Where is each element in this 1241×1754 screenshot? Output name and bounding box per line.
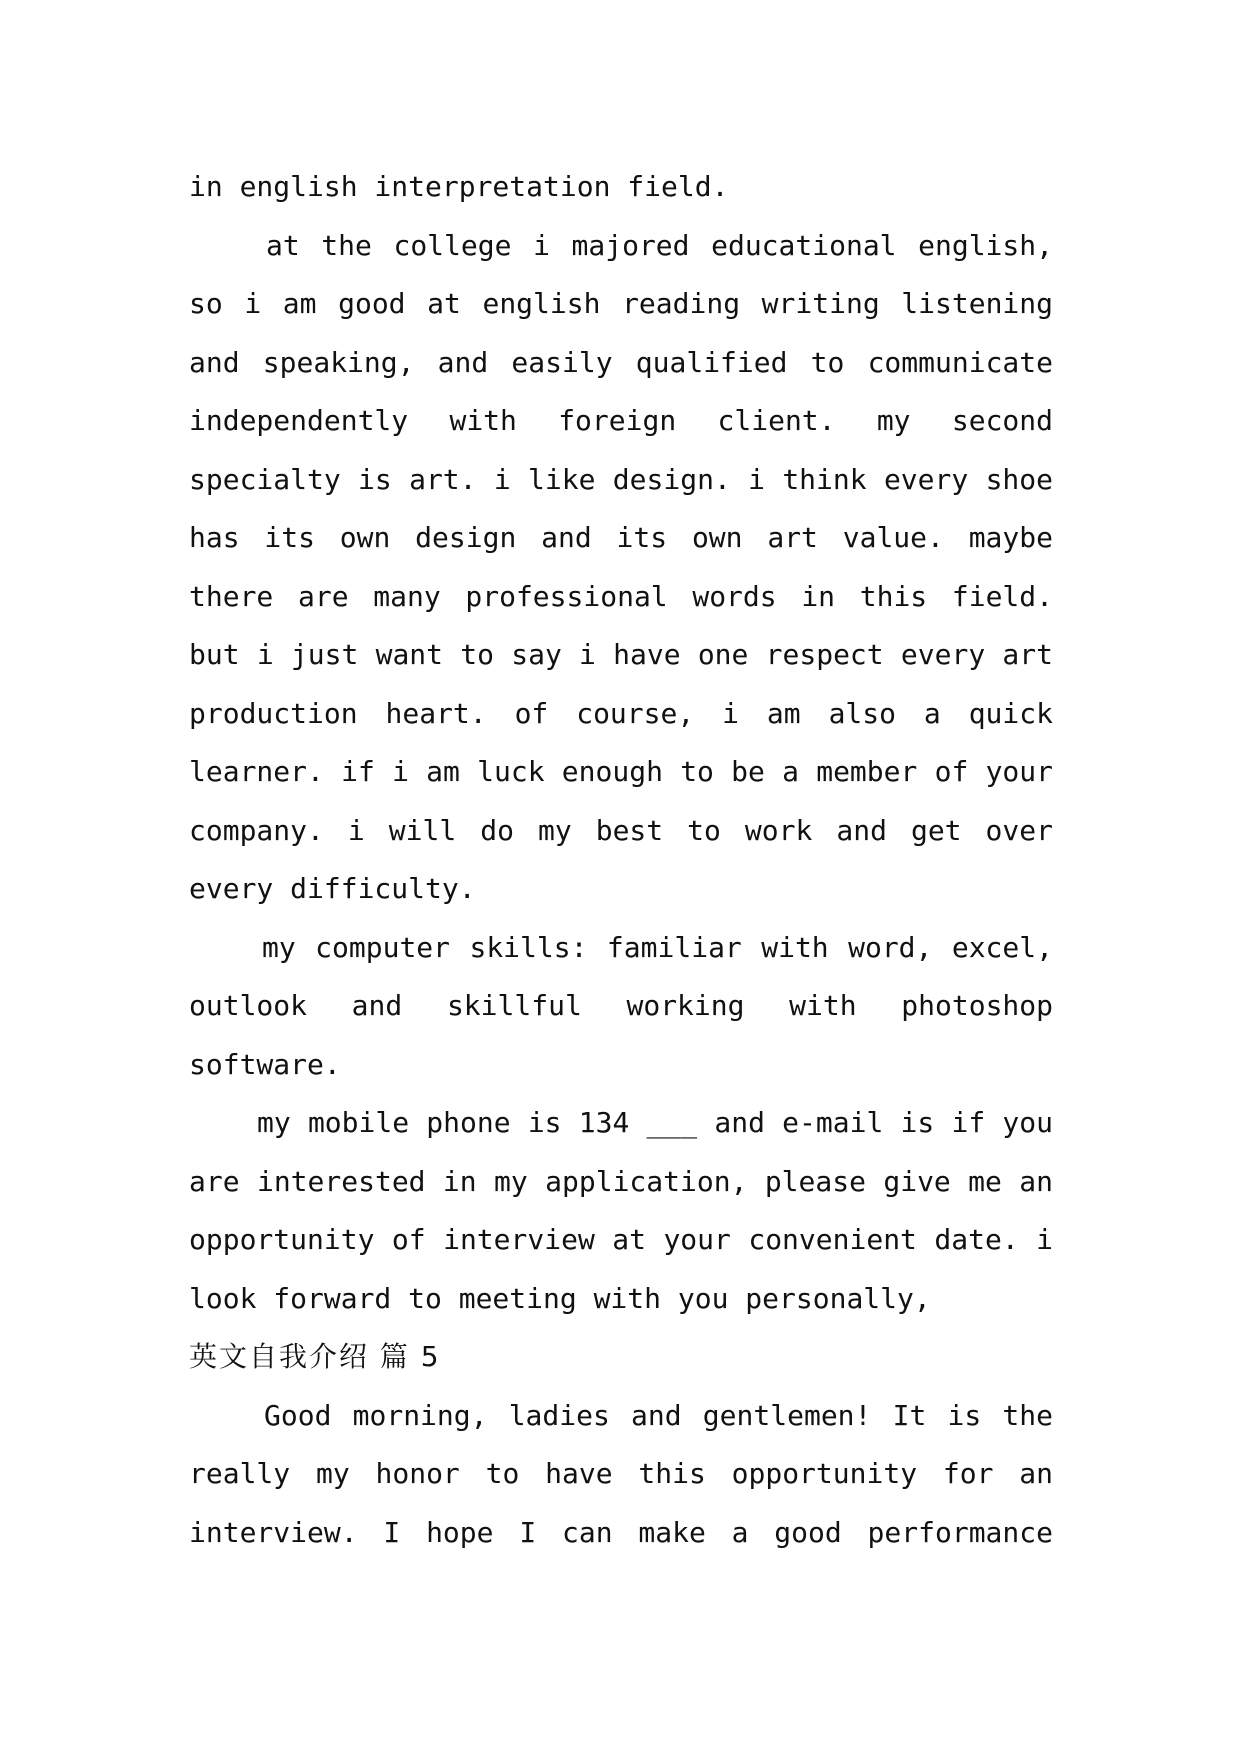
- document-line: and speaking, and easily qualified to communicate: [189, 345, 1053, 379]
- document-line: look forward to meeting with you personally,: [189, 1281, 931, 1315]
- document-line: independently with foreign client. my second: [189, 404, 1053, 437]
- document-line: interview. I hope I can make a good performance: [189, 1515, 1053, 1549]
- document-line: at the college i majored educational english,: [266, 228, 1053, 262]
- document-line: are interested in my application, please give me an: [189, 1164, 1053, 1198]
- document-line: software.: [189, 1047, 341, 1081]
- document-line: Good morning, ladies and gentlemen! It is the: [264, 1398, 1053, 1432]
- document-line: so i am good at english reading writing listening: [189, 287, 1053, 320]
- document-line: production heart. of course, i am also a quick: [189, 696, 1053, 730]
- document-line: every difficulty.: [189, 872, 476, 905]
- document-line: company. i will do my best to work and get over: [189, 813, 1053, 847]
- document-line: opportunity of interview at your convenient date. i: [189, 1223, 1053, 1256]
- document-line: has its own design and its own art value. maybe: [189, 521, 1053, 554]
- document-line: specialty is art. i like design. i think every shoe: [189, 462, 1053, 496]
- document-body: [189, 158, 1053, 1562]
- document-line: there are many professional words in this field.: [189, 579, 1053, 613]
- document-line: my computer skills: familiar with word, excel,: [262, 930, 1053, 964]
- document-line: really my honor to have this opportunity for an: [189, 1457, 1053, 1490]
- document-line: learner. if i am luck enough to be a member of your: [189, 755, 1053, 788]
- document-line: outlook and skillful working with photoshop: [189, 989, 1053, 1022]
- document-line: my mobile phone is 134 ___ and e-mail is if you: [257, 1106, 1053, 1139]
- document-line: in english interpretation field.: [189, 170, 729, 203]
- document-line: but i just want to say i have one respect every art: [189, 638, 1053, 671]
- section-heading: 英文自我介绍 篇 5: [189, 1340, 441, 1373]
